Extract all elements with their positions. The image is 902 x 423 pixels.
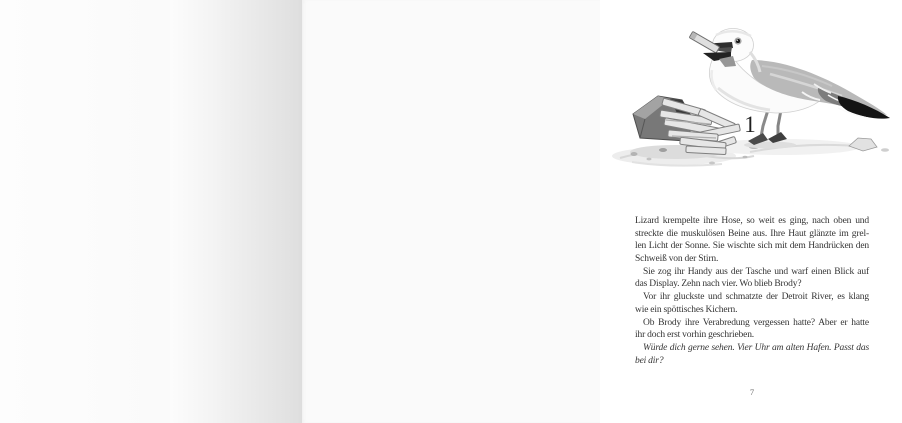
left-page-blank (0, 0, 170, 423)
right-page (302, 0, 869, 423)
seagull-wingtip (838, 96, 890, 119)
text-line: bei dir? (635, 355, 664, 366)
text-line: streckte die muskulösen Beine aus. Ihre Haut glänzte im grel- (635, 228, 869, 239)
page-number: 7 (749, 387, 755, 397)
text-line: wie ein spöttisches Kichern. (635, 304, 738, 315)
text-line: Lizard krempelte ihre Hose, so weit es ging, nach oben und (635, 216, 869, 226)
seagull-leg (778, 110, 781, 136)
seagull-illustration (607, 0, 902, 172)
text-line: Schweiß von der Stirn. (635, 254, 719, 265)
text-block (635, 215, 869, 367)
text-line: Sie zog ihr Handy aus der Tasche und warf einen Blick auf (643, 266, 869, 277)
text-line: Würde dich gerne sehen. Vier Uhr am alten Hafen. Passt das (643, 342, 869, 353)
text-line: len Licht der Sonne. Sie wischte sich mit dem Handrücken den (635, 241, 869, 252)
text-line: Ob Brody ihre Verabredung vergessen hatte? Aber er hatte (643, 317, 869, 328)
paragraph (635, 291, 869, 316)
paragraph (635, 215, 869, 266)
seagull-leg (761, 110, 768, 137)
text-line: Vor ihr gluckste und schmatzte der Detroit River, es klang (643, 292, 869, 303)
text-line: das Display. Zehn nach vier. Wo blieb Brody? (635, 279, 802, 290)
text-line: ihr doch erst vorhin geschrieben. (635, 330, 755, 341)
paragraph (635, 317, 869, 342)
book-gutter-shadow (170, 0, 302, 423)
paragraph (635, 266, 869, 291)
chapter-number: 1 (744, 112, 756, 137)
paragraph (635, 342, 869, 367)
